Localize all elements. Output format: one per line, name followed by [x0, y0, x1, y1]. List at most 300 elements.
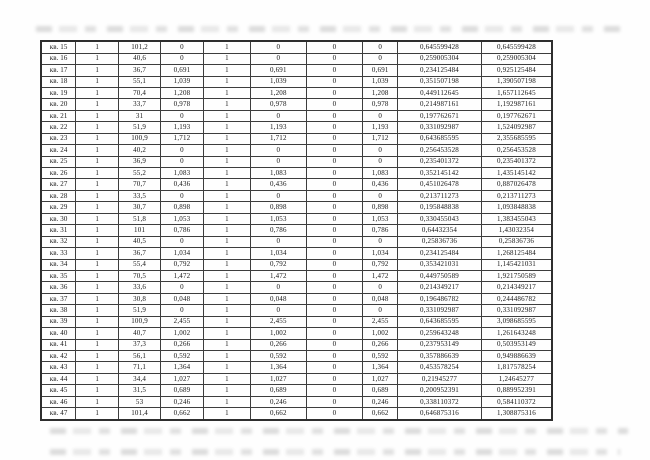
- table-cell: 0,792: [161, 259, 204, 270]
- table-cell: 1,364: [363, 362, 398, 373]
- table-cell: 1,039: [363, 76, 398, 87]
- table-cell: 1,192987161: [481, 99, 552, 110]
- table-cell: 0,898: [250, 202, 306, 213]
- table-cell: 1: [76, 339, 119, 350]
- table-cell: 40,7: [119, 328, 161, 339]
- table-cell: 1: [76, 133, 119, 144]
- table-cell: 0,246: [161, 396, 204, 407]
- table-cell: 0: [306, 168, 363, 179]
- table-row: [41, 259, 552, 270]
- table-cell: 0: [306, 270, 363, 281]
- row-label: кв. 15: [41, 41, 76, 53]
- table-cell: 0,786: [250, 225, 306, 236]
- table-cell: 1,093848838: [481, 202, 552, 213]
- table-cell: 1: [203, 133, 250, 144]
- table-cell: 51,8: [119, 213, 161, 224]
- scan-bleedthrough-artifact-bottom-1: [50, 428, 628, 434]
- table-cell: 0: [306, 339, 363, 350]
- table-cell: 0,196486782: [398, 293, 482, 304]
- table-cell: 1,208: [250, 87, 306, 98]
- table-cell: 0,048: [363, 293, 398, 304]
- table-cell: 0: [306, 373, 363, 384]
- row-label: кв. 31: [41, 225, 76, 236]
- table-cell: 1: [203, 328, 250, 339]
- row-label: кв. 41: [41, 339, 76, 350]
- table-cell: 0: [306, 53, 363, 64]
- row-label: кв. 40: [41, 328, 76, 339]
- table-cell: 1,193: [250, 122, 306, 133]
- table-cell: 1: [76, 213, 119, 224]
- table-cell: 0: [363, 145, 398, 156]
- table-cell: 1: [76, 408, 119, 420]
- table-row: [41, 225, 552, 236]
- table-row: [41, 351, 552, 362]
- table-cell: 0: [161, 156, 204, 167]
- table-cell: 1,027: [161, 373, 204, 384]
- table-cell: 1: [203, 202, 250, 213]
- table-row: [41, 122, 552, 133]
- table-cell: 0,256453528: [481, 145, 552, 156]
- table-row: [41, 156, 552, 167]
- row-label: кв. 43: [41, 362, 76, 373]
- table-cell: 0: [250, 282, 306, 293]
- table-cell: 0,352145142: [398, 168, 482, 179]
- table-row: [41, 408, 552, 420]
- table-cell: 1: [203, 351, 250, 362]
- table-cell: 0,197762671: [481, 110, 552, 121]
- table-cell: 0,436: [363, 179, 398, 190]
- table-cell: 0,259005304: [481, 53, 552, 64]
- table-cell: 0,246: [363, 396, 398, 407]
- table-cell: 1: [203, 236, 250, 247]
- table-cell: 0,048: [250, 293, 306, 304]
- table-cell: 0,234125484: [398, 65, 482, 76]
- table-row: [41, 76, 552, 87]
- row-label: кв. 37: [41, 293, 76, 304]
- row-label: кв. 25: [41, 156, 76, 167]
- table-cell: 0: [250, 236, 306, 247]
- table-cell: 1,053: [363, 213, 398, 224]
- row-label: кв. 24: [41, 145, 76, 156]
- table-cell: 0: [161, 41, 204, 53]
- table-cell: 0,453578254: [398, 362, 482, 373]
- table-cell: 37,3: [119, 339, 161, 350]
- table-cell: 1,208: [363, 87, 398, 98]
- table-cell: 0,330455043: [398, 213, 482, 224]
- table-cell: 1,034: [161, 248, 204, 259]
- table-cell: 0: [306, 236, 363, 247]
- row-label: кв. 39: [41, 316, 76, 327]
- table-cell: 1: [203, 41, 250, 53]
- table-row: [41, 236, 552, 247]
- table-cell: 0: [363, 156, 398, 167]
- scan-bleedthrough-artifact-bottom-2: [50, 449, 620, 455]
- table-cell: 0: [363, 190, 398, 201]
- table-cell: 1,027: [250, 373, 306, 384]
- table-cell: 71,1: [119, 362, 161, 373]
- row-label: кв. 16: [41, 53, 76, 64]
- table-cell: 1: [203, 99, 250, 110]
- row-label: кв. 42: [41, 351, 76, 362]
- table-cell: 1: [76, 53, 119, 64]
- table-cell: 0,200952391: [398, 385, 482, 396]
- table-cell: 1,712: [363, 133, 398, 144]
- table-cell: 0,689: [250, 385, 306, 396]
- table-row: [41, 270, 552, 281]
- row-label: кв. 30: [41, 213, 76, 224]
- row-label: кв. 18: [41, 76, 76, 87]
- table-cell: 0: [250, 145, 306, 156]
- table-cell: 0,689: [161, 385, 204, 396]
- table-row: [41, 179, 552, 190]
- table-cell: 0,792: [363, 259, 398, 270]
- table-cell: 0,449112645: [398, 87, 482, 98]
- table-cell: 1: [76, 122, 119, 133]
- table-cell: 0: [306, 145, 363, 156]
- table-cell: 0,592: [363, 351, 398, 362]
- scan-bleedthrough-artifact-top: [36, 26, 624, 32]
- table-cell: 0,25836736: [481, 236, 552, 247]
- table-cell: 31: [119, 110, 161, 121]
- table-cell: 1: [76, 385, 119, 396]
- table-cell: 1,268125484: [481, 248, 552, 259]
- table-cell: 0,646875316: [398, 408, 482, 420]
- table-cell: 0,25836736: [398, 236, 482, 247]
- table-cell: 0,048: [161, 293, 204, 304]
- table-cell: 0: [250, 305, 306, 316]
- table-cell: 1: [76, 41, 119, 53]
- table-row: [41, 373, 552, 384]
- table-cell: 0: [306, 202, 363, 213]
- table-cell: 70,7: [119, 179, 161, 190]
- row-label: кв. 32: [41, 236, 76, 247]
- table-cell: 0: [363, 110, 398, 121]
- table-row: [41, 41, 552, 53]
- row-label: кв. 17: [41, 65, 76, 76]
- table-row: [41, 339, 552, 350]
- table-cell: 0,889952391: [481, 385, 552, 396]
- table-cell: 1,472: [363, 270, 398, 281]
- table-cell: 0: [306, 99, 363, 110]
- row-label: кв. 33: [41, 248, 76, 259]
- table-cell: 0,925125484: [481, 65, 552, 76]
- table-cell: 0,234125484: [398, 248, 482, 259]
- table-cell: 0,691: [250, 65, 306, 76]
- table-cell: 0: [306, 305, 363, 316]
- table-cell: 0,436: [161, 179, 204, 190]
- table-cell: 0: [161, 145, 204, 156]
- table-cell: 36,9: [119, 156, 161, 167]
- table-cell: 1: [76, 259, 119, 270]
- table-cell: 1: [76, 179, 119, 190]
- table-cell: 1,193: [363, 122, 398, 133]
- table-cell: 0,195848838: [398, 202, 482, 213]
- table-cell: 0: [250, 110, 306, 121]
- table-cell: 1: [76, 305, 119, 316]
- table-cell: 0,214349217: [481, 282, 552, 293]
- table-cell: 0: [363, 236, 398, 247]
- table-cell: 0: [306, 65, 363, 76]
- row-label: кв. 34: [41, 259, 76, 270]
- table-cell: 40,2: [119, 145, 161, 156]
- table-cell: 33,6: [119, 282, 161, 293]
- table-cell: 0,691: [161, 65, 204, 76]
- table-cell: 0,213711273: [481, 190, 552, 201]
- row-label: кв. 45: [41, 385, 76, 396]
- table-cell: 1,039: [250, 76, 306, 87]
- table-cell: 0,978: [161, 99, 204, 110]
- table-cell: 0: [306, 76, 363, 87]
- table-cell: 0,21945277: [398, 373, 482, 384]
- table-cell: 0,351507198: [398, 76, 482, 87]
- table-cell: 0: [161, 236, 204, 247]
- row-label: кв. 46: [41, 396, 76, 407]
- table-cell: 70,4: [119, 87, 161, 98]
- table-cell: 1: [76, 87, 119, 98]
- table-row: [41, 282, 552, 293]
- table-cell: 70,5: [119, 270, 161, 281]
- table-cell: 0: [306, 282, 363, 293]
- table-cell: 1: [76, 328, 119, 339]
- table-cell: 0,266: [250, 339, 306, 350]
- table-row: [41, 99, 552, 110]
- table-cell: 1,657112645: [481, 87, 552, 98]
- table-cell: 0: [363, 305, 398, 316]
- table-cell: 33,7: [119, 99, 161, 110]
- table-row: [41, 293, 552, 304]
- table-cell: 0,256453528: [398, 145, 482, 156]
- table-cell: 0: [306, 259, 363, 270]
- row-label: кв. 28: [41, 190, 76, 201]
- table-cell: 0,691: [363, 65, 398, 76]
- table-cell: 1: [203, 65, 250, 76]
- table-cell: 0,645599428: [398, 41, 482, 53]
- table-cell: 0: [161, 53, 204, 64]
- table-cell: 0,331092987: [398, 305, 482, 316]
- row-label: кв. 27: [41, 179, 76, 190]
- row-label: кв. 19: [41, 87, 76, 98]
- table-cell: 1,472: [250, 270, 306, 281]
- table-cell: 1: [76, 168, 119, 179]
- table-cell: 1: [76, 99, 119, 110]
- table-cell: 0,949886639: [481, 351, 552, 362]
- table-cell: 31,5: [119, 385, 161, 396]
- table-cell: 0,266: [161, 339, 204, 350]
- table-cell: 0,259643248: [398, 328, 482, 339]
- table-cell: 0,338110372: [398, 396, 482, 407]
- table-cell: 1: [203, 270, 250, 281]
- table-cell: 0,244486782: [481, 293, 552, 304]
- table-cell: 1,435145142: [481, 168, 552, 179]
- table-cell: 1: [76, 293, 119, 304]
- table-cell: 0,978: [250, 99, 306, 110]
- table-cell: 0: [306, 190, 363, 201]
- table-cell: 1,817578254: [481, 362, 552, 373]
- table-cell: 0,235401372: [398, 156, 482, 167]
- table-cell: 1,208: [161, 87, 204, 98]
- table-cell: 0: [306, 110, 363, 121]
- table-cell: 36,7: [119, 248, 161, 259]
- table-cell: 33,5: [119, 190, 161, 201]
- table-cell: 0,197762671: [398, 110, 482, 121]
- table-row: [41, 213, 552, 224]
- table-cell: 1,083: [161, 168, 204, 179]
- table-cell: 1: [76, 145, 119, 156]
- table-cell: 0,357886639: [398, 351, 482, 362]
- table-row: [41, 328, 552, 339]
- table-cell: 0,662: [363, 408, 398, 420]
- table-cell: 101,4: [119, 408, 161, 420]
- table-cell: 51,9: [119, 305, 161, 316]
- table-cell: 1: [76, 225, 119, 236]
- table-row: [41, 133, 552, 144]
- table-cell: 1: [203, 408, 250, 420]
- table-cell: 1,034: [363, 248, 398, 259]
- table-cell: 1: [76, 316, 119, 327]
- table-cell: 0,449750589: [398, 270, 482, 281]
- table-cell: 0,436: [250, 179, 306, 190]
- table-row: [41, 110, 552, 121]
- table-cell: 1: [76, 270, 119, 281]
- table-cell: 0: [250, 41, 306, 53]
- table-cell: 0,978: [363, 99, 398, 110]
- table-cell: 0,792: [250, 259, 306, 270]
- table-cell: 1,027: [363, 373, 398, 384]
- table-cell: 1: [203, 305, 250, 316]
- table-cell: 1: [76, 190, 119, 201]
- table-cell: 1,921750589: [481, 270, 552, 281]
- table-cell: 0,643685595: [398, 133, 482, 144]
- row-label: кв. 29: [41, 202, 76, 213]
- table-cell: 0: [161, 110, 204, 121]
- table-cell: 1,712: [161, 133, 204, 144]
- table-cell: 0: [306, 133, 363, 144]
- row-label: кв. 38: [41, 305, 76, 316]
- table-cell: 100,9: [119, 316, 161, 327]
- table-cell: 2,455: [363, 316, 398, 327]
- table-cell: 1,083: [250, 168, 306, 179]
- table-cell: 1,083: [363, 168, 398, 179]
- table-cell: 0,887026478: [481, 179, 552, 190]
- table-cell: 0: [363, 282, 398, 293]
- table-cell: 0: [306, 351, 363, 362]
- table-cell: 1,712: [250, 133, 306, 144]
- table-cell: 1,390507198: [481, 76, 552, 87]
- table-cell: 1,002: [250, 328, 306, 339]
- table-cell: 55,4: [119, 259, 161, 270]
- table-cell: 55,2: [119, 168, 161, 179]
- table-cell: 1: [203, 259, 250, 270]
- table-cell: 0,645599428: [481, 41, 552, 53]
- table-cell: 1: [203, 168, 250, 179]
- table-cell: 0: [161, 190, 204, 201]
- table-cell: 0,266: [363, 339, 398, 350]
- table-cell: 1,364: [161, 362, 204, 373]
- table-cell: 0,331092987: [481, 305, 552, 316]
- table-cell: 2,355685595: [481, 133, 552, 144]
- table-cell: 1: [76, 65, 119, 76]
- table-body: [41, 41, 552, 420]
- row-label: кв. 47: [41, 408, 76, 420]
- table-cell: 1,034: [250, 248, 306, 259]
- table-cell: 0,662: [161, 408, 204, 420]
- table-cell: 1,053: [161, 213, 204, 224]
- table-cell: 36,7: [119, 65, 161, 76]
- table-cell: 0,259005304: [398, 53, 482, 64]
- table-cell: 1: [203, 282, 250, 293]
- table-cell: 1,039: [161, 76, 204, 87]
- table-cell: 1: [203, 110, 250, 121]
- table-cell: 0: [306, 328, 363, 339]
- table-cell: 0,213711273: [398, 190, 482, 201]
- table-row: [41, 202, 552, 213]
- table-cell: 0,235401372: [481, 156, 552, 167]
- table-cell: 0: [306, 213, 363, 224]
- table-cell: 0,898: [161, 202, 204, 213]
- table-cell: 0,353421031: [398, 259, 482, 270]
- table-cell: 0,584110372: [481, 396, 552, 407]
- table-cell: 1,193: [161, 122, 204, 133]
- table-row: [41, 53, 552, 64]
- row-label: кв. 20: [41, 99, 76, 110]
- table-cell: 2,455: [250, 316, 306, 327]
- table-cell: 1: [203, 385, 250, 396]
- table-row: [41, 168, 552, 179]
- table-cell: 0,592: [161, 351, 204, 362]
- table-cell: 1,053: [250, 213, 306, 224]
- row-label: кв. 35: [41, 270, 76, 281]
- table-cell: 1: [203, 248, 250, 259]
- table-cell: 1: [203, 316, 250, 327]
- table-cell: 0,214987161: [398, 99, 482, 110]
- table-cell: 0,237953149: [398, 339, 482, 350]
- table-row: [41, 248, 552, 259]
- table-row: [41, 385, 552, 396]
- table-cell: 1,472: [161, 270, 204, 281]
- table-cell: 1: [76, 396, 119, 407]
- table-cell: 0,786: [363, 225, 398, 236]
- row-label: кв. 36: [41, 282, 76, 293]
- table-cell: 40,5: [119, 236, 161, 247]
- table-cell: 0,246: [250, 396, 306, 407]
- table-cell: 0: [306, 41, 363, 53]
- table-cell: 1: [203, 213, 250, 224]
- table-cell: 0,451026478: [398, 179, 482, 190]
- table-cell: 1: [76, 76, 119, 87]
- row-label: кв. 22: [41, 122, 76, 133]
- table-cell: 1: [76, 362, 119, 373]
- table-cell: 0: [306, 396, 363, 407]
- table-cell: 0: [363, 41, 398, 53]
- table-cell: 1: [203, 122, 250, 133]
- table-cell: 0: [306, 248, 363, 259]
- table-cell: 1: [203, 87, 250, 98]
- table-cell: 0: [306, 408, 363, 420]
- table-cell: 0,331092987: [398, 122, 482, 133]
- table-cell: 1: [203, 373, 250, 384]
- table-cell: 0,898: [363, 202, 398, 213]
- table-cell: 0: [306, 156, 363, 167]
- row-label: кв. 21: [41, 110, 76, 121]
- table-cell: 1: [203, 145, 250, 156]
- table-cell: 0: [250, 53, 306, 64]
- table-cell: 0: [161, 305, 204, 316]
- table-cell: 0,786: [161, 225, 204, 236]
- table-cell: 1: [203, 339, 250, 350]
- table-cell: 0: [306, 225, 363, 236]
- table-row: [41, 396, 552, 407]
- table-cell: 0: [306, 179, 363, 190]
